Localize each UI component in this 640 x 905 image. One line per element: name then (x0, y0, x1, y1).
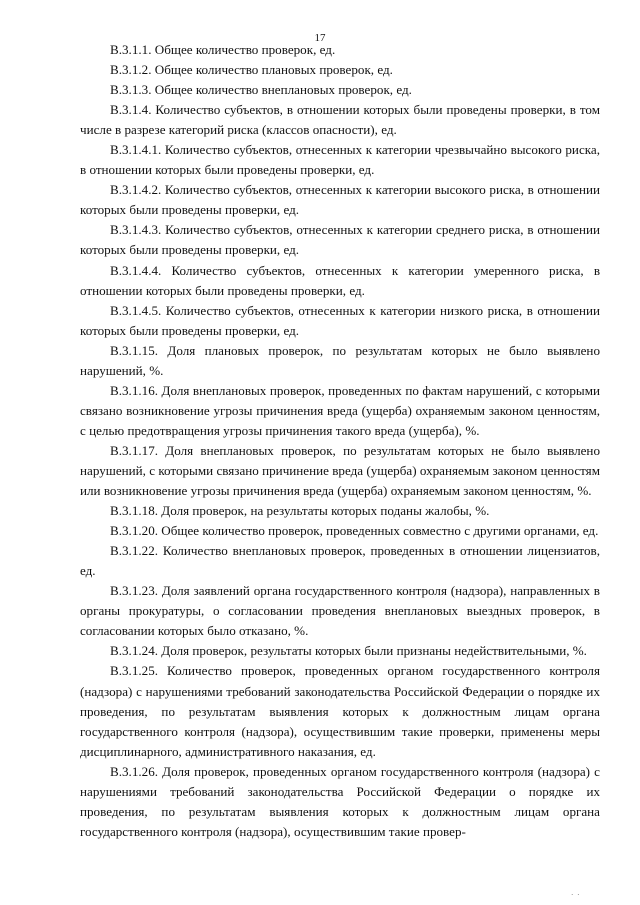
paragraph: В.3.1.4.2. Количество субъектов, отнесенных к категории высокого риска, в отношении которых были проведены проверки, ед. (80, 182, 600, 218)
paragraph: В.3.1.15. Доля плановых проверок, по результатам которых не было выявлено нарушений, %. (80, 342, 600, 378)
paragraph: В.3.1.25. Количество проверок, проведенных органом государственного контроля (надзора) с нарушениями требований законодательства Российской Федерации о порядке их проведения, по результатам выявления которых к должностным лицам органа государственного контроля (надзора), осуществившим такие проверки, применены меры дисциплинарного, административного наказания, ед. (80, 663, 600, 759)
paragraph: В.3.1.4.3. Количество субъектов, отнесенных к категории среднего риска, в отношении которых были проведены проверки, ед. (80, 222, 600, 258)
document-body (80, 40, 600, 842)
paragraph: В.3.1.23. Доля заявлений органа государственного контроля (надзора), направленных в органы прокуратуры, о согласовании проведения внеплановых выездных проверок, в согласовании которых было отказано, %. (80, 583, 600, 639)
paragraph: В.3.1.4.4. Количество субъектов, отнесенных к категории умеренного риска, в отношении которых были проведены проверки, ед. (80, 262, 600, 298)
paragraph: В.3.1.18. Доля проверок, на результаты которых поданы жалобы, %. (110, 503, 490, 519)
paragraph: В.3.1.20. Общее количество проверок, проведенных совместно с другими органами, ед. (110, 523, 599, 539)
paragraph: В.3.1.4.5. Количество субъектов, отнесенных к категории низкого риска, в отношении которых были проведены проверки, ед. (80, 302, 600, 338)
paragraph: В.3.1.16. Доля внеплановых проверок, проведенных по фактам нарушений, с которыми связано возникновение угрозы причинения вреда (ущерба) охраняемым законом ценностям, с целью предотвращения угрозы причинения такого вреда (ущерба), %. (80, 382, 600, 438)
paragraph: В.3.1.1. Общее количество проверок, ед. (110, 42, 336, 57)
paragraph: В.3.1.24. Доля проверок, результаты которых были признаны недействительными, %. (110, 643, 587, 659)
paragraph: В.3.1.2. Общее количество плановых проверок, ед. (110, 62, 393, 78)
page-number: 17 (314, 32, 326, 44)
footer-mark: · · (571, 891, 581, 899)
paragraph: В.3.1.4. Количество субъектов, в отношении которых были проведены проверки, в том числе в разрезе категорий риска (классов опасности), ед. (80, 102, 600, 138)
paragraph: В.3.1.4.1. Количество субъектов, отнесенных к категории чрезвычайно высокого риска, в отношении которых были проведены проверки, ед. (80, 142, 600, 178)
paragraph: В.3.1.17. Доля внеплановых проверок, по результатам которых не было выявлено нарушений, с которыми связано причинение вреда (ущерба) охраняемым законом ценностям или возникновение угрозы причинения вреда (ущерба) охраняемым законом ценностям, %. (80, 442, 600, 499)
paragraph: В.3.1.3. Общее количество внеплановых проверок, ед. (110, 82, 412, 98)
paragraph: В.3.1.22. Количество внеплановых проверок, проведенных в отношении лицензиатов, ед. (80, 543, 600, 579)
paragraph: В.3.1.26. Доля проверок, проведенных органом государственного контроля (надзора) с нарушениями требований законодательства Российской Федерации о порядке их проведения, по результатам выявления которых к должностным лицам органа государственного контроля (надзора), осуществившим такие провер- (80, 763, 600, 839)
